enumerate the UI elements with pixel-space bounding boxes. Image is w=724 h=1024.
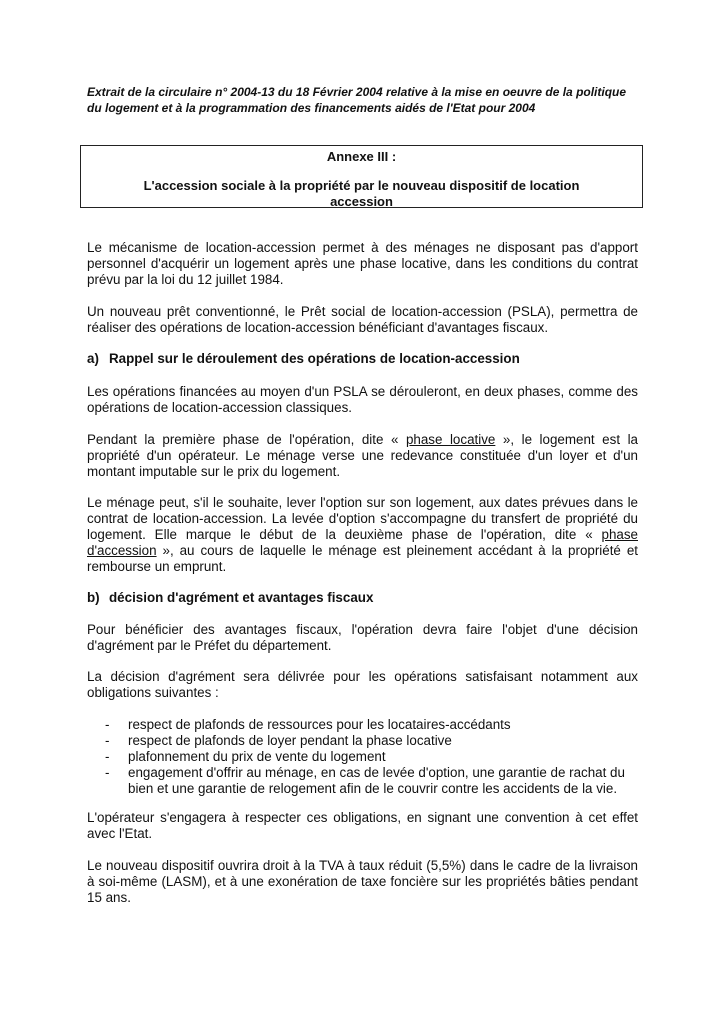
list-dash: - xyxy=(105,765,110,780)
list-item xyxy=(87,733,638,749)
list-item-text: respect de plafonds de loyer pendant la phase locative xyxy=(128,733,452,748)
list-dash: - xyxy=(105,717,110,732)
section-b-marker: b) xyxy=(87,590,100,605)
section-a-marker: a) xyxy=(87,351,99,366)
paragraph-phase-accession xyxy=(87,495,638,575)
term-phase-locative: phase locative xyxy=(405,432,496,447)
paragraph-phase-accession-text-1: Le ménage peut, s'il le souhaite, lever l'option sur son logement, aux dates prévues dans le contrat de location-accession. La levée d'option s'accompagne du transfert de propriété du logement. Elle marque le début de la deuxième phase de l'opération, dite « xyxy=(87,495,638,542)
section-b-heading xyxy=(87,590,638,606)
list-dash: - xyxy=(105,749,110,764)
list-item xyxy=(87,749,638,765)
list-dash: - xyxy=(105,733,110,748)
paragraph-mechanism: Le mécanisme de location-accession permet à des ménages ne disposant pas d'apport personnel d'acquérir un logement après une phase locative, dans les conditions du contrat prévu par la loi du 12 juillet 1984. xyxy=(87,240,638,287)
list-item-text: plafonnement du prix de vente du logement xyxy=(128,749,386,764)
section-a-title: Rappel sur le déroulement des opérations de location-accession xyxy=(109,351,520,366)
list-item xyxy=(87,717,638,733)
paragraph-convention: L'opérateur s'engagera à respecter ces obligations, en signant une convention à cet effet avec l'Etat. xyxy=(87,810,638,841)
paragraph-tva: Le nouveau dispositif ouvrira droit à la TVA à taux réduit (5,5%) dans le cadre de la livraison à soi-même (LASM), et à une exonération de taxe foncière sur les propriétés bâties pendant 15 ans. xyxy=(87,858,638,905)
paragraph-phase-locative-text-1: Pendant la première phase de l'opération, dite « xyxy=(87,432,406,447)
obligations-list xyxy=(87,717,638,797)
list-item-text: respect de plafonds de ressources pour les locataires-accédants xyxy=(128,717,511,732)
section-b-title: décision d'agrément et avantages fiscaux xyxy=(109,590,374,605)
annex-title-box xyxy=(80,145,643,208)
list-item-text: engagement d'offrir au ménage, en cas de levée d'option, une garantie de rachat du bien et une garantie de relogement afin de le couvrir contre les accidents de la vie. xyxy=(128,765,625,796)
paragraph-two-phases: Les opérations financées au moyen d'un PSLA se dérouleront, en deux phases, comme des opérations de location-accession classiques. xyxy=(87,384,638,415)
paragraph-phase-locative-text-2: », le logement est la propriété d'un opérateur. Le ménage verse une redevance constituée d'un loyer et d'un montant imputable sur le prix du logement. xyxy=(87,432,638,479)
paragraph-phase-accession-text-2: », au cours de laquelle le ménage est pleinement accédant à la propriété et rembourse un emprunt. xyxy=(87,543,638,574)
annex-subtitle: L'accession sociale à la propriété par le nouveau dispositif de location accession xyxy=(143,178,580,209)
document-header xyxy=(87,84,647,116)
paragraph-psla: Un nouveau prêt conventionné, le Prêt social de location-accession (PSLA), permettra de réaliser des opérations de location-accession bénéficiant d'avantages fiscaux. xyxy=(87,304,638,335)
paragraph-obligations-intro: La décision d'agrément sera délivrée pour les opérations satisfaisant notamment aux obligations suivantes : xyxy=(87,669,638,700)
header-line-2: du logement et à la programmation des financements aidés de l'Etat pour 2004 xyxy=(87,101,536,115)
term-phase-accession: phase d'accession xyxy=(87,527,638,558)
paragraph-agrement: Pour bénéficier des avantages fiscaux, l'opération devra faire l'objet d'une décision d'agrément par le Préfet du département. xyxy=(87,622,638,653)
header-line-1: Extrait de la circulaire n° 2004-13 du 18 Février 2004 relative à la mise en oeuvre de la politique xyxy=(87,85,627,99)
annex-title: Annexe III : xyxy=(326,149,397,164)
section-a-heading xyxy=(87,351,638,367)
list-item xyxy=(87,765,638,797)
paragraph-phase-locative xyxy=(87,432,638,480)
